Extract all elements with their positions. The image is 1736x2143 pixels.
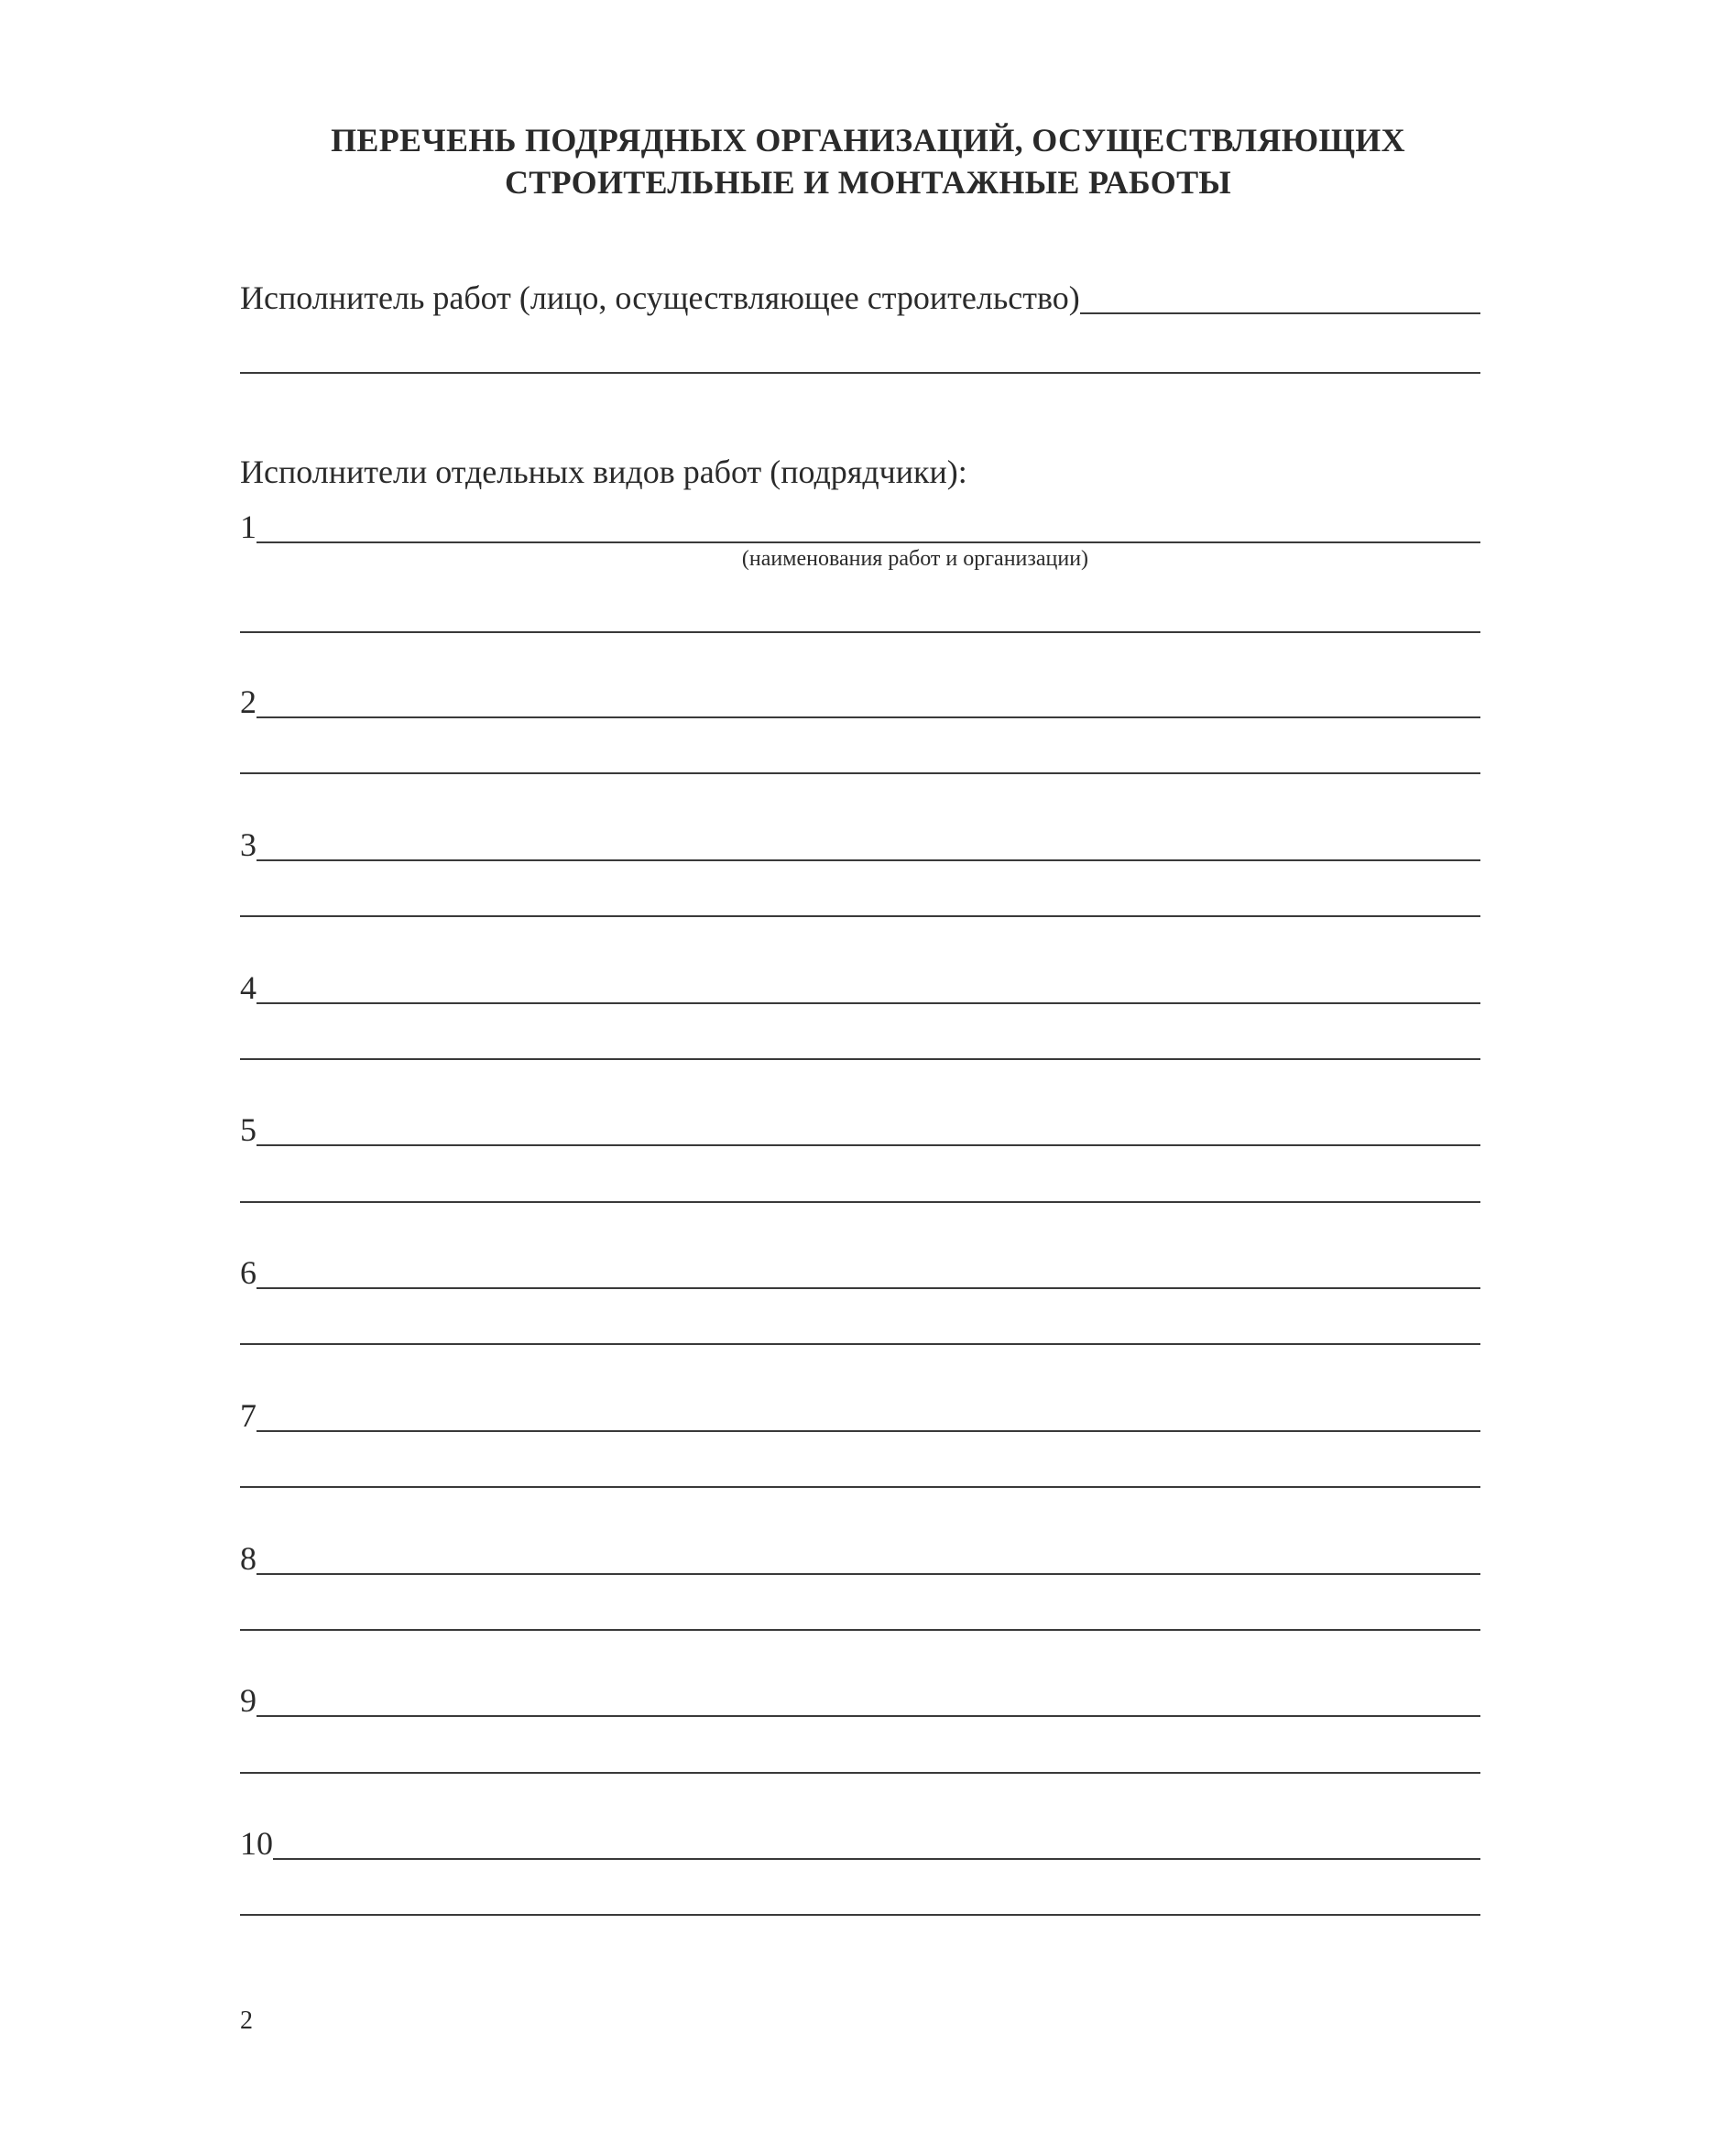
executor-fill-line[interactable]	[1080, 312, 1480, 314]
executor-field[interactable]	[240, 279, 1480, 316]
contractor-entry-9[interactable]	[240, 1682, 1480, 1719]
entry-number: 8	[240, 1540, 257, 1577]
contractor-entry-1[interactable]	[240, 508, 1480, 545]
entry-6-continuation-line[interactable]	[240, 1343, 1480, 1345]
entry-number: 5	[240, 1111, 257, 1148]
entry-line[interactable]	[257, 716, 1480, 718]
entry-line[interactable]	[257, 1144, 1480, 1146]
executor-label: Исполнитель работ (лицо, осуществляющее строительство)	[240, 279, 1080, 316]
entry-number: 9	[240, 1682, 257, 1719]
contractor-entry-7[interactable]	[240, 1397, 1480, 1434]
entry-line[interactable]	[257, 1573, 1480, 1575]
page-title	[0, 119, 1736, 203]
entry-number: 3	[240, 826, 257, 863]
entry-7-continuation-line[interactable]	[240, 1486, 1480, 1488]
entry-8-continuation-line[interactable]	[240, 1629, 1480, 1631]
entry-number: 6	[240, 1254, 257, 1291]
entry-number: 1	[240, 508, 257, 545]
entry-2-continuation-line[interactable]	[240, 772, 1480, 774]
title-line-2: СТРОИТЕЛЬНЫЕ И МОНТАЖНЫЕ РАБОТЫ	[504, 164, 1232, 201]
page-number: 2	[240, 2006, 253, 2035]
contractor-entry-10[interactable]	[240, 1825, 1480, 1862]
entry-number: 4	[240, 969, 257, 1006]
entry-line[interactable]	[257, 1715, 1480, 1717]
contractors-heading: Исполнители отдельных видов работ (подрядчики):	[240, 454, 967, 490]
entry-5-continuation-line[interactable]	[240, 1201, 1480, 1203]
contractor-entry-8[interactable]	[240, 1540, 1480, 1577]
entry-number: 10	[240, 1825, 273, 1862]
title-line-1: ПЕРЕЧЕНЬ ПОДРЯДНЫХ ОРГАНИЗАЦИЙ, ОСУЩЕСТВЛЯЮЩИХ	[331, 122, 1405, 159]
entry-line[interactable]	[257, 1002, 1480, 1004]
contractor-entry-4[interactable]	[240, 969, 1480, 1006]
entry-4-continuation-line[interactable]	[240, 1058, 1480, 1060]
entry-line[interactable]	[257, 1287, 1480, 1289]
entry-line[interactable]	[257, 859, 1480, 861]
executor-continuation-line[interactable]	[240, 372, 1480, 374]
entry-caption: (наименования работ и организации)	[741, 547, 1089, 571]
contractor-entry-6[interactable]	[240, 1254, 1480, 1291]
entry-10-continuation-line[interactable]	[240, 1914, 1480, 1916]
entry-9-continuation-line[interactable]	[240, 1772, 1480, 1774]
contractor-entry-2[interactable]	[240, 683, 1480, 720]
entry-number: 2	[240, 683, 257, 720]
entry-line[interactable]	[257, 1430, 1480, 1432]
contractor-entry-3[interactable]	[240, 826, 1480, 863]
entry-1-continuation-line[interactable]	[240, 631, 1480, 633]
entry-number: 7	[240, 1397, 257, 1434]
entry-3-continuation-line[interactable]	[240, 915, 1480, 917]
entry-line[interactable]	[257, 541, 1480, 543]
contractor-entry-5[interactable]	[240, 1111, 1480, 1148]
entry-line[interactable]	[273, 1858, 1480, 1860]
